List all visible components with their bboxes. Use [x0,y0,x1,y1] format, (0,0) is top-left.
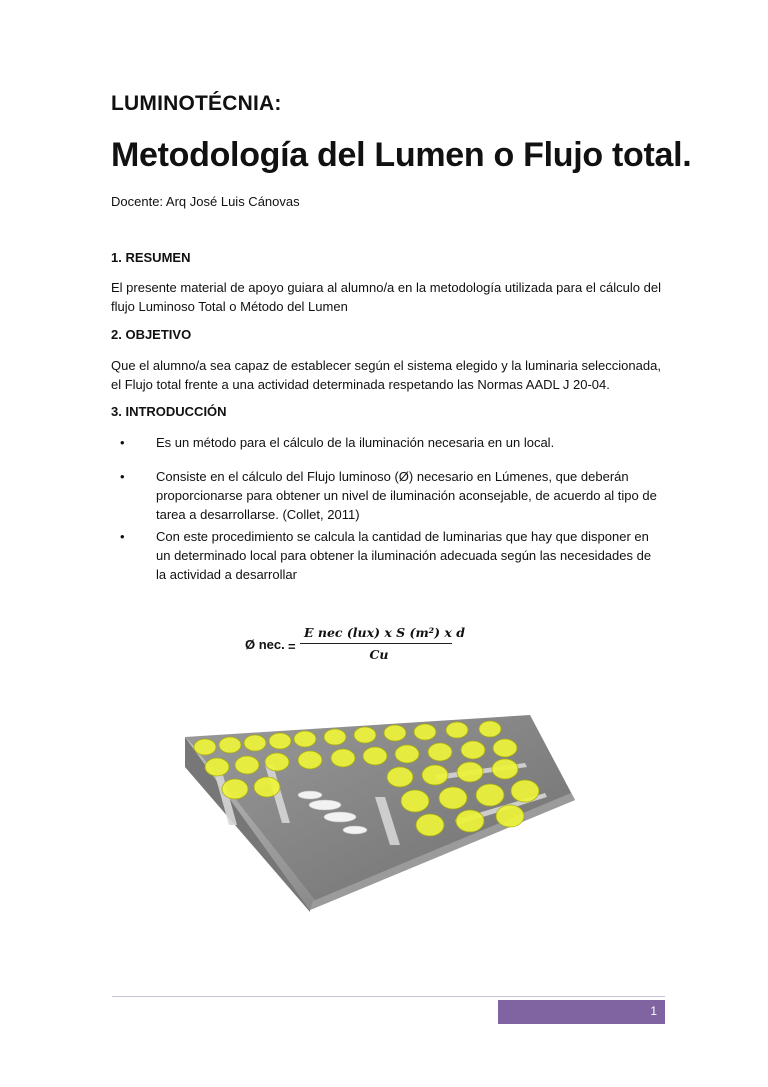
formula-numerator: E nec (lux) x S (m²) x d [304,625,465,640]
luminous-flux-formula [200,620,500,670]
bullet-marker: • [120,469,125,484]
text-line: el Flujo total frente a una actividad determinada respetando las Normas AADL J 20-04. [111,377,610,392]
text-line: tarea a desarrollarse. (Collet, 2011) [156,507,360,522]
footer-rule [112,996,665,997]
document-kicker: LUMINOTÉCNIA: [111,92,282,115]
document-author: Docente: Arq José Luis Cánovas [111,194,300,209]
office-lighting-render-icon [175,705,585,915]
bullet-marker: • [120,529,125,544]
formula-denominator: Cu [369,647,389,662]
section-heading-resumen: 1. RESUMEN [111,250,191,265]
section-heading-introduccion: 3. INTRODUCCIÓN [111,404,227,419]
page-number: 1 [650,1004,657,1018]
formula-equals: = [288,639,296,654]
formula-lhs: Ø nec. [245,637,285,652]
text-line: proporcionarse para obtener un nivel de iluminación aconsejable, de acuerdo al tipo de [156,488,657,503]
section-heading-objetivo: 2. OBJETIVO [111,327,192,342]
section-body-resumen [111,278,666,316]
document-title: Metodología del Lumen o Flujo total. [111,136,692,174]
list-item-text [156,433,668,452]
list-item-text [156,467,668,524]
text-line: Consiste en el cálculo del Flujo luminoso (Ø) necesario en Lúmenes, que deberán [156,469,629,484]
text-line: la actividad a desarrollar [156,567,297,582]
text-line: Con este procedimiento se calcula la cantidad de luminarias que hay que disponer en [156,529,649,544]
page-number-box [498,1000,665,1024]
section-body-objetivo [111,356,666,394]
text-line: Es un método para el cálculo de la iluminación necesaria en un local. [156,435,555,450]
text-line: un determinado local para obtener la iluminación adecuada según las necesidades de [156,548,652,563]
text-line: flujo Luminoso Total o Método del Lumen [111,299,348,314]
text-line: El presente material de apoyo guiara al alumno/a en la metodología utilizada para el cálculo del [111,280,661,295]
fraction-bar [300,643,452,644]
list-item-text [156,527,668,584]
bullet-marker: • [120,435,125,450]
text-line: Que el alumno/a sea capaz de establecer según el sistema elegido y la luminaria seleccionada, [111,358,661,373]
